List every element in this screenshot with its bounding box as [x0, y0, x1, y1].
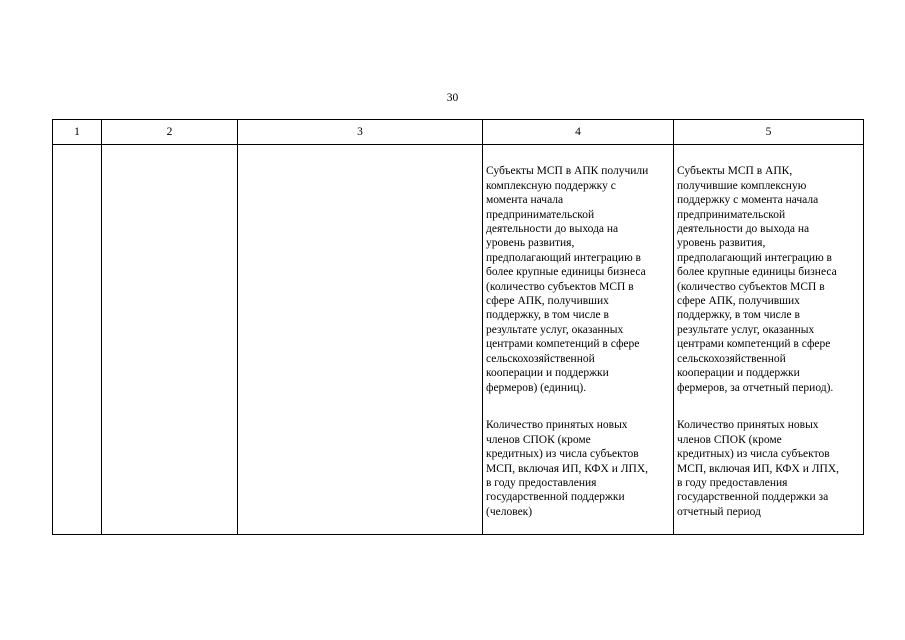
column-header-3: 3: [238, 120, 483, 145]
table-header-row: [53, 120, 864, 145]
table-row: [53, 145, 864, 535]
column-header-2: 2: [102, 120, 238, 145]
column-header-5: 5: [674, 120, 864, 145]
indicator-description-col4: Субъекты МСП в АПК получили комплексную поддержку с момента начала предпринимательской деятельности до выхода на уровень развития, предполагающий интеграцию в более крупные единицы бизнеса (количество субъектов МСП в сфере АПК, получивших поддержку, в том числе в результате услуг, оказанных центрами компетенций в сфере сельскохозяйственной кооперации и поддержки фермеров) (единиц).: [486, 165, 649, 394]
table-cell-col2: [102, 145, 238, 535]
table-cell-col5: [674, 145, 864, 535]
column-header-1: 1: [53, 120, 102, 145]
indicators-table: [52, 119, 864, 535]
table-cell-col1: [53, 145, 102, 535]
indicator-description-col4-second: Количество принятых новых членов СПОК (кроме кредитных) из числа субъектов МСП, включая ИП, КФХ и ЛПХ, в году предоставления государственной поддержки (человек): [486, 419, 649, 518]
table-cell-col3: [238, 145, 483, 535]
page-number: 30: [446, 92, 459, 104]
indicator-description-col5: Субъекты МСП в АПК, получившие комплексную поддержку с момента начала предпринимательской деятельности до выхода на уровень развития, предполагающий интеграцию в более крупные единицы бизнеса (количество субъектов МСП в сфере АПК, получивших поддержку, в том числе в результате услуг, оказанных центрами компетенций в сфере сельскохозяйственной кооперации и поддержки фермеров, за отчетный период).: [677, 165, 837, 394]
indicator-description-col5-second: Количество принятых новых членов СПОК (кроме кредитных) из числа субъектов МСП, включая ИП, КФХ и ЛПХ, в году предоставления государственной поддержки за отчетный период: [677, 419, 840, 518]
table-cell-col4: [483, 145, 674, 535]
column-header-4: 4: [483, 120, 674, 145]
